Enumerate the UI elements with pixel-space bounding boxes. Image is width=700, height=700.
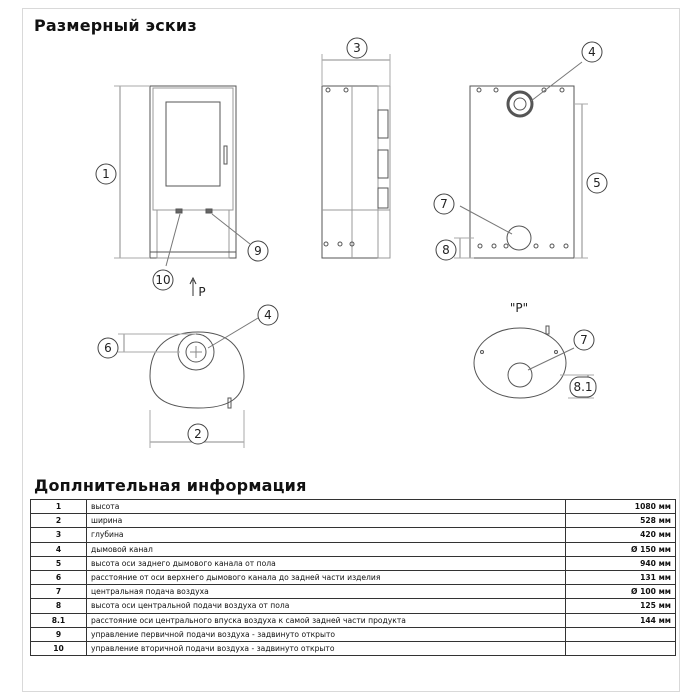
row-description: расстояние оси центрального впуска воздуха к самой задней части продукта [87,613,566,627]
row-number: 7 [31,585,87,599]
row-description: высота оси центральной подачи воздуха от пола [87,599,566,613]
callout-8: 8 [442,243,450,257]
view-p-label: "P" [509,301,529,315]
row-number: 4 [31,542,87,556]
table-row [31,599,676,613]
row-number: 5 [31,556,87,570]
row-number: 8.1 [31,613,87,627]
front-view [114,86,250,296]
row-value: 528 мм [566,514,676,528]
view-arrow-label: P [198,285,206,299]
row-description: расстояние от оси верхнего дымового канала до задней части изделия [87,570,566,584]
row-value: 420 мм [566,528,676,542]
table-row [31,570,676,584]
row-value: Ø 100 мм [566,585,676,599]
row-description: центральная подача воздуха [87,585,566,599]
callout-3: 3 [353,41,361,55]
row-description: глубина [87,528,566,542]
callout-7-p: 7 [580,333,588,347]
row-description: управление вторичной подачи воздуха - задвинуто открыто [87,641,566,655]
row-value: 1080 мм [566,500,676,514]
table-row [31,542,676,556]
row-description: ширина [87,514,566,528]
row-number: 10 [31,641,87,655]
row-value: 125 мм [566,599,676,613]
table-row [31,585,676,599]
callout-7-back: 7 [440,197,448,211]
row-value [566,627,676,641]
callout-6: 6 [104,341,112,355]
row-value: 131 мм [566,570,676,584]
table-row [31,514,676,528]
table-row [31,613,676,627]
callout-4-top: 4 [264,308,272,322]
row-number: 6 [31,570,87,584]
row-value: Ø 150 мм [566,542,676,556]
table-row [31,528,676,542]
callout-10: 10 [155,273,171,287]
table-row [31,627,676,641]
table-row [31,641,676,655]
row-number: 3 [31,528,87,542]
row-value: 940 мм [566,556,676,570]
callout-2: 2 [194,427,202,441]
top-view [118,318,258,448]
row-description: дымовой канал [87,542,566,556]
row-description: высота [87,500,566,514]
row-number: 1 [31,500,87,514]
sketch-title: Размерный эскиз [34,16,197,35]
row-number: 2 [31,514,87,528]
row-number: 9 [31,627,87,641]
callout-5: 5 [593,176,601,190]
callout-8-1: 8.1 [573,380,593,394]
callout-1: 1 [102,167,110,181]
side-view [322,54,390,258]
info-table [30,499,676,656]
row-number: 8 [31,599,87,613]
callout-4-back: 4 [588,45,596,59]
row-value: 144 мм [566,613,676,627]
back-view [454,62,588,258]
info-title: Доплнительная информация [34,476,307,495]
row-description: управление первичной подачи воздуха - задвинуто открыто [87,627,566,641]
row-value [566,641,676,655]
row-description: высота оси заднего дымового канала от пола [87,556,566,570]
callout-9: 9 [254,244,262,258]
table-row [31,500,676,514]
table-row [31,556,676,570]
